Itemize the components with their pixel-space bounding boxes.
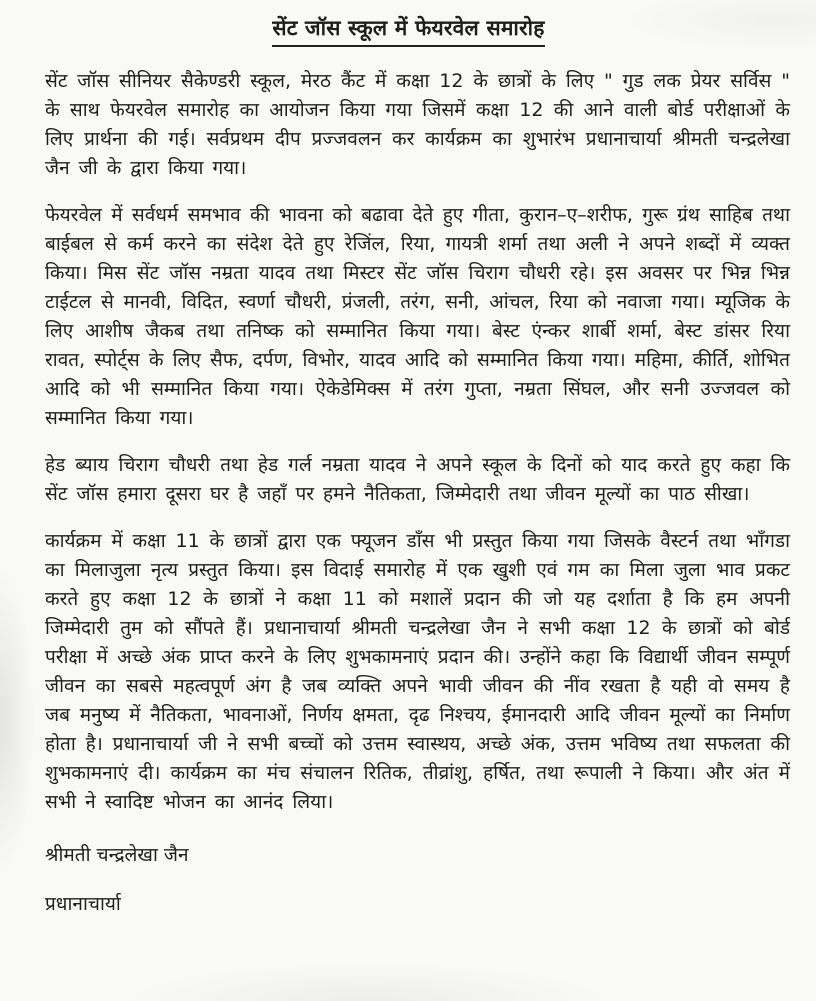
page-title-text: सेंट जॉस स्कूल में फेयरवेल समारोह: [272, 14, 544, 47]
paragraph-2: फेयरवेल में सर्वधर्म समभाव की भावना को बढावा देते हुए गीता, कुरान–ए–शरीफ, गुरू ग्रंथ साहिब तथा बाईबल से कर्म करने का संदेश देते हुए रेजिंल, रिया, गायत्री शर्मा तथा अली ने अपने शब्दों में व्यक्त किया। मिस सेंट जॉस नम्रता यादव तथा मिस्टर सेंट जॉस चिराग चौधरी रहे। इस अवसर पर भिन्न भिन्न टाईटल से मानवी, विदित, स्वर्णा चौधरी, प्रंजली, तरंग, सनी, आंचल, रिया को नवाजा गया। म्यूजिक के लिए आशीष जैकब तथा तनिष्क को सम्मानित किया गया। बेस्ट एंन्कर शार्बी शर्मा, बेस्ट डांसर रिया रावत, स्पोर्ट्स के लिए सैफ, दर्पण, विभोर, यादव आदि को सम्मानित किया गया। महिमा, कीर्ति, शोभित आदि को भी सम्मानित किया गया। ऐकेडेमिक्स में तरंग गुप्ता, नम्रता सिंघल, और सनी उज्जवल को सम्मानित किया गया।: [45, 204, 790, 429]
document-body: [45, 67, 790, 817]
page-title: [45, 14, 772, 47]
signature-name: श्रीमती चन्द्रलेखा जैन: [45, 844, 189, 866]
signature-block: [45, 841, 790, 919]
paragraph-4: कार्यक्रम में कक्षा 11 के छात्रों द्वारा एक फ्यूजन डाँस भी प्रस्तुत किया गया जिसके वैस्टर्न तथा भाँगडा का मिलाजुला नृत्य प्रस्तुत किया। इस विदाई समारोह में एक खुशी एवं गम का मिला जुला भाव प्रकट करते हुए कक्षा 12 के छात्रों ने कक्षा 11 को मशालें प्रदान की जो यह दर्शाता है कि हम अपनी जिम्मेदारी तुम को सौंपते हैं। प्रधानाचार्या श्रीमती चन्द्रलेखा जैन ने सभी कक्षा 12 के छात्रों को बोर्ड परीक्षा में अच्छे अंक प्राप्त करने के लिए शुभकामनाएं प्रदान की। उन्होंने कहा कि विद्यार्थी जीवन सम्पूर्ण जीवन का सबसे महत्वपूर्ण अंग है जब व्यक्ति अपने भावी जीवन की नींव रखता है यही वो समय है जब मनुष्य में नैतिकता, भावनाओं, निर्णय क्षमता, दृढ निश्चय, ईमानदारी आदि जीवन मूल्यों का निर्माण होता है। प्रधानाचार्या जी ने सभी बच्चों को उत्तम स्वास्थय, अच्छे अंक, उत्तम भविष्य तथा सफलता की शुभकामनाएं दी। कार्यक्रम का मंच संचालन रितिक, तीव्रांशु, हर्षित, तथा रूपाली ने किया। और अंत में सभी ने स्वादिष्ट भोजन का आनंद लिया।: [45, 530, 790, 813]
paragraph-3: हेड ब्याय चिराग चौधरी तथा हेड गर्ल नम्रता यादव ने अपने स्कूल के दिनों को याद करते हुए कहा कि सेंट जॉस हमारा दूसरा घर है जहाँ पर हमने नैतिकता, जिम्मेदारी तथा जीवन मूल्यों का पाठ सीखा।: [45, 454, 790, 505]
signature-role: प्रधानाचार्या: [45, 893, 121, 915]
paragraph-1: सेंट जॉस सीनियर सैकेण्डरी स्कूल, मेरठ कैंट में कक्षा 12 के छात्रों के लिए " गुड लक प्रेयर सर्विस " के साथ फेयरवेल समारोह का आयोजन किया गया जिसमें कक्षा 12 की आने वाली बोर्ड परीक्षाओं के लिए प्रार्थना की गई। सर्वप्रथम दीप प्रज्जवलन कर कार्यक्रम का शुभारंभ प्रधानाचार्या श्रीमती चन्द्रलेखा जैन जी के द्वारा किया गया।: [45, 70, 790, 179]
